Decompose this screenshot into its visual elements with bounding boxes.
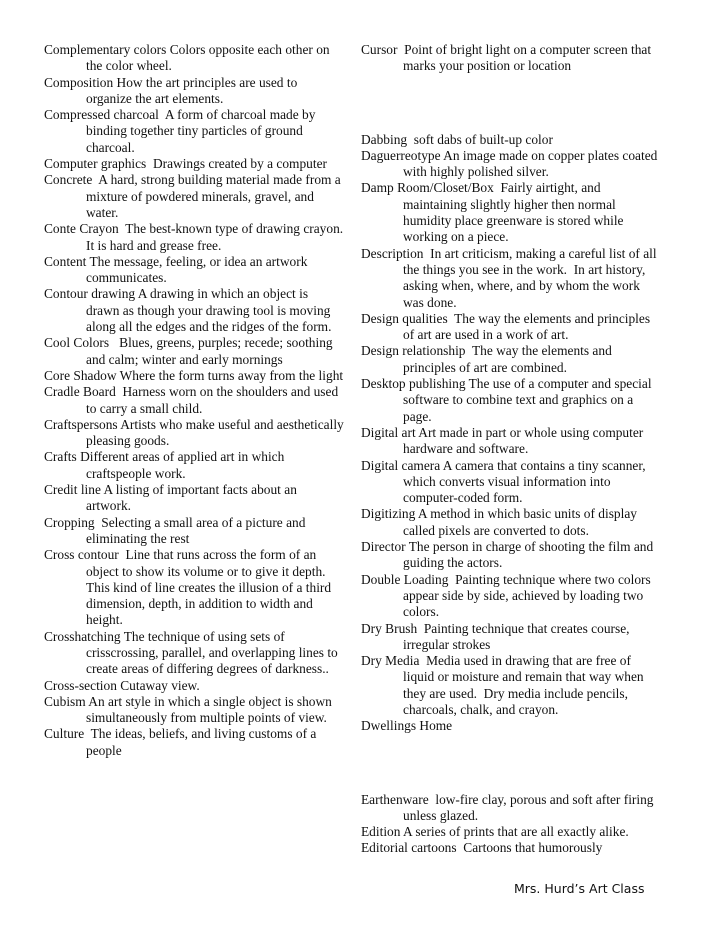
glossary-column-left [44, 42, 350, 759]
glossary-entry: Digital art Art made in part or whole using computer hardware and software. [361, 424, 647, 457]
glossary-entry: Concrete A hard, strong building material made from a mixture of powdered minerals, gravel, and water. [44, 172, 345, 220]
glossary-entry: Cross-section Cutaway view. [44, 677, 200, 693]
glossary-entry: Cursor Point of bright light on a computer screen that marks your position or location [361, 42, 655, 74]
column-gap [361, 75, 661, 132]
glossary-entry: Complementary colors Colors opposite each other on the color wheel. [44, 42, 333, 74]
glossary-entry: Credit line A listing of important facts about an artwork. [44, 482, 301, 514]
glossary-entry: Double Loading Painting technique where two colors appear side by side, achieved by loading two colors. [361, 571, 655, 620]
glossary-entry: Compressed charcoal A form of charcoal made by binding together tiny particles of ground charcoal. [44, 107, 319, 155]
glossary-entry: Design relationship The way the elements and principles of art are combined. [361, 343, 616, 375]
glossary-entry: Director The person in charge of shooting the film and guiding the actors. [361, 539, 657, 571]
glossary-entry: Craftspersons Artists who make useful and aesthetically pleasing goods. [44, 416, 348, 449]
glossary-entry: Content The message, feeling, or idea an artwork communicates. [44, 253, 311, 286]
glossary-entry: Dry Media Media used in drawing that are free of liquid or moisture and remain that way when they are used. Dry media include pencils, charcoals, chalk, and crayon. [361, 653, 647, 717]
glossary-entry: Crosshatching The technique of using sets of crisscrossing, parallel, and overlapping lines to create areas of differing degrees of darkness.. [44, 628, 342, 677]
glossary-entry: Earthenware low-fire clay, porous and soft after firing unless glazed. [361, 791, 657, 823]
glossary-entry: Cubism An art style in which a single object is shown simultaneously from multiple points of view. [44, 693, 336, 726]
glossary-entry: Computer graphics Drawings created by a computer [44, 156, 327, 172]
glossary-column-right [361, 42, 661, 857]
glossary-entry: Cross contour Line that runs across the form of an object to show its volume or to give it depth. This kind of line creates the illusion of a third dimension, depth, in addition to width and height. [44, 547, 335, 628]
glossary-entry: Daguerreotype An image made on copper plates coated with highly polished silver. [361, 147, 661, 180]
glossary-entry: Desktop publishing The use of a computer and special software to combine text and graphics on a page. [361, 376, 655, 424]
glossary-entry: Digitizing A method in which basic units of display called pixels are converted to dots. [361, 506, 641, 538]
glossary-entry: Digital camera A camera that contains a tiny scanner, which converts visual information into computer-coded form. [361, 457, 650, 506]
glossary-entry: Damp Room/Closet/Box Fairly airtight, and maintaining slightly higher then normal humidity place greenware is stored while working on a piece. [361, 180, 627, 245]
glossary-entry: Core Shadow Where the form turns away from the light [44, 367, 344, 383]
glossary-entry: Dwellings Home [361, 718, 453, 734]
glossary-entry: Cropping Selecting a small area of a picture and eliminating the rest [44, 514, 309, 546]
glossary-entry: Edition A series of prints that are all exactly alike. [361, 824, 629, 840]
glossary-entry: Cool Colors Blues, greens, purples; recede; soothing and calm; winter and early mornings [44, 335, 336, 367]
glossary-entry: Contour drawing A drawing in which an object is drawn as though your drawing tool is moving along all the edges and the ridges of the form. [44, 286, 334, 335]
glossary-entry: Composition How the art principles are used to organize the art elements. [44, 74, 301, 106]
glossary-entry: Conte Crayon The best-known type of drawing crayon. It is hard and grease free. [44, 221, 350, 253]
glossary-entry: Dabbing soft dabs of built-up color [361, 131, 553, 147]
glossary-entry: Cradle Board Harness worn on the shoulders and used to carry a small child. [44, 384, 342, 416]
glossary-entry: Crafts Different areas of applied art in which craftspeople work. [44, 449, 288, 481]
glossary-entry: Description In art criticism, making a careful list of all the things you see in the work. In art history, asking when, where, and by whom the work was done. [361, 245, 660, 310]
page-footer: Mrs. Hurd’s Art Class [514, 881, 645, 896]
glossary-entry: Design qualities The way the elements and principles of art are used in a work of art. [361, 310, 654, 343]
column-gap [361, 735, 661, 792]
glossary-entry: Culture The ideas, beliefs, and living customs of a people [44, 726, 320, 758]
glossary-entry: Editorial cartoons Cartoons that humorously [361, 840, 603, 856]
glossary-entry: Dry Brush Painting technique that creates course, irregular strokes [361, 620, 633, 652]
